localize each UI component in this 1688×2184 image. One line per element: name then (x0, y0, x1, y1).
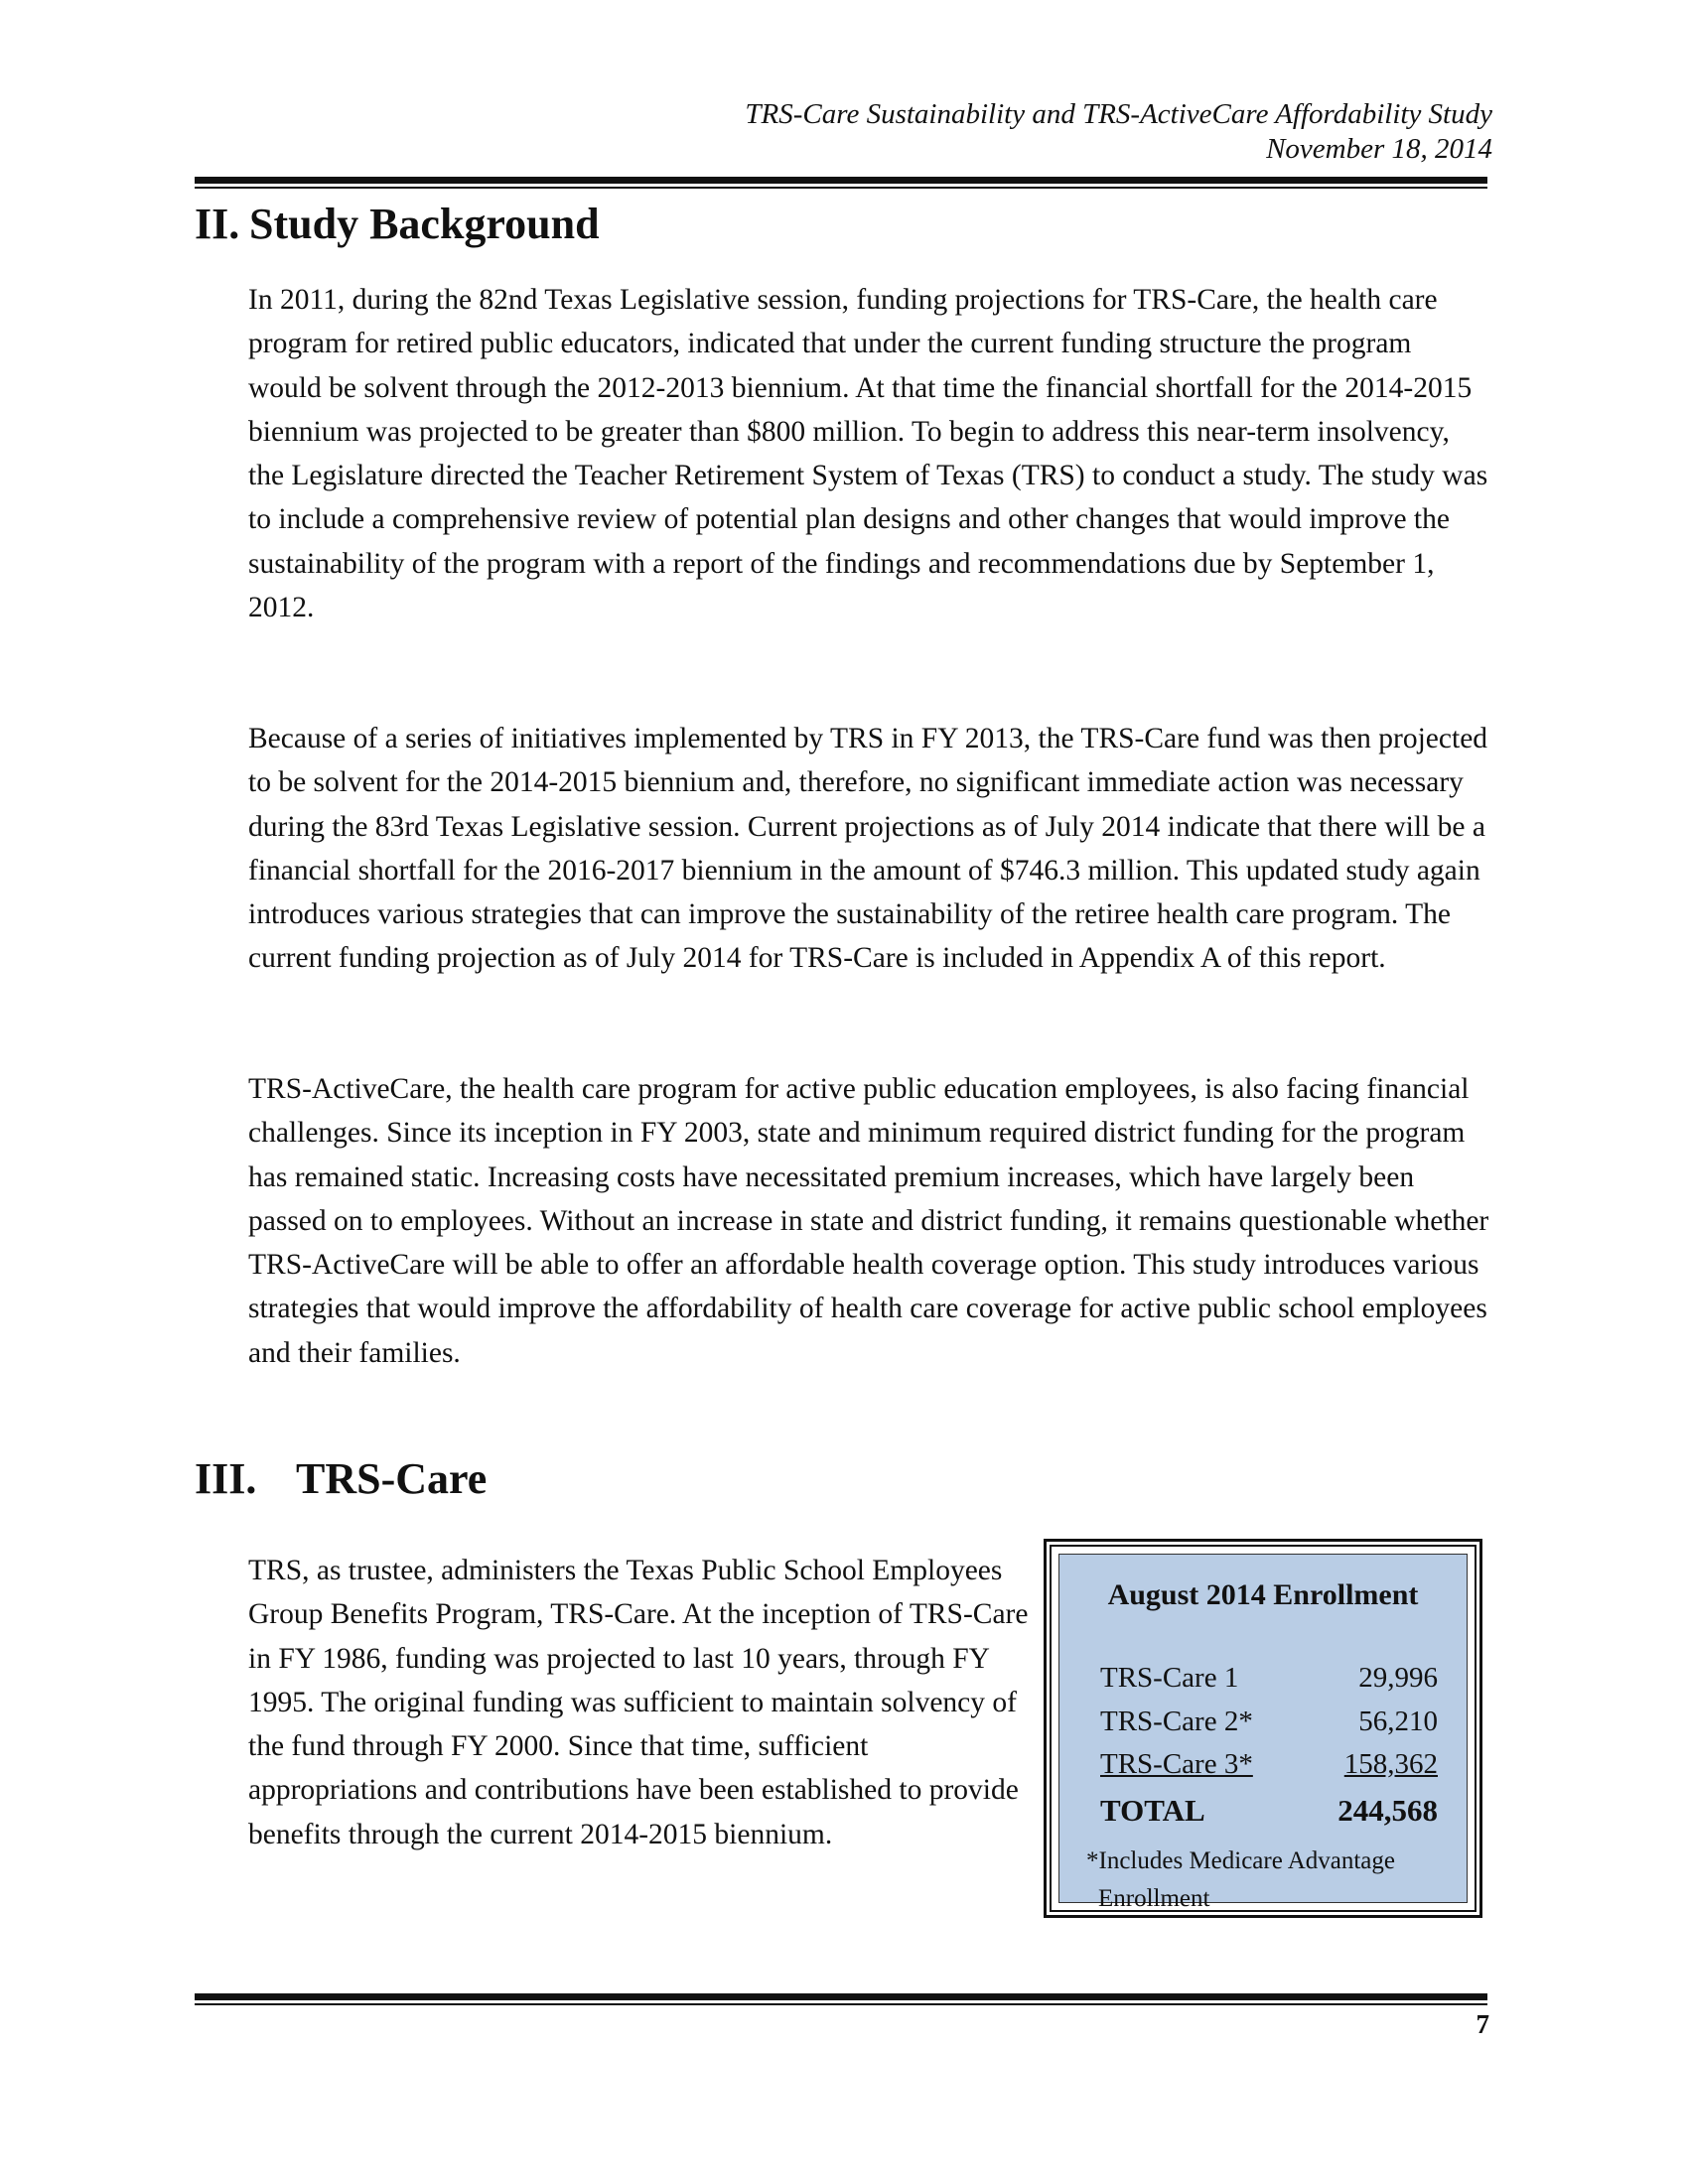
footnote-line: *Includes Medicare Advantage (1086, 1847, 1395, 1874)
enrollment-box (1045, 1540, 1481, 1917)
section-number: III. (195, 1454, 257, 1503)
enrollment-row (1100, 1662, 1438, 1695)
section-title: Study Background (249, 200, 600, 248)
footer-divider (195, 1993, 1487, 2005)
enrollment-row-label: TRS-Care 1 (1100, 1662, 1239, 1694)
page-number: 7 (1476, 2009, 1489, 2039)
running-header (745, 97, 1492, 167)
enrollment-box-title: August 2014 Enrollment (1107, 1578, 1419, 1611)
enrollment-total-value: 244,568 (1337, 1793, 1438, 1828)
enrollment-box-panel (1058, 1554, 1468, 1912)
section-heading-trs-care (195, 1454, 488, 1503)
enrollment-total-label: TOTAL (1100, 1793, 1205, 1828)
paragraph: In 2011, during the 82nd Texas Legislative session, funding projections for TRS-Care, the health care program for retired public educators, indicated that under the current funding structure the program would be solvent through the 2012-2013 biennium. At that time the financial shortfall for the 2014-2015 biennium was projected to be greater than $800 million. To begin to address this near-term insolvency, the Legislature directed the Teacher Retirement System of Texas (TRS) to conduct a study. The study was to include a comprehensive review of potential plan designs and other changes that would improve the sustainability of the program with a report of the findings and recommendations due by September 1, 2012. (248, 284, 1488, 624)
header-divider (195, 177, 1487, 189)
section-heading-study-background (195, 200, 600, 248)
paragraph: TRS-ActiveCare, the health care program for active public education employees, is also facing financial challenges. Since its inception in FY 2003, state and minimum required district funding for the program has remained static. Increasing costs have necessitated premium increases, which have largely been passed on to employees. Without an increase in state and district funding, it remains questionable whether TRS-ActiveCare will be able to offer an affordable health coverage option. This study introduces various strategies that would improve the affordability of health care coverage for active public school employees and their families. (248, 1073, 1489, 1369)
enrollment-row-value: 56,210 (1358, 1706, 1438, 1737)
header-title: TRS-Care Sustainability and TRS-ActiveCare Affordability Study (745, 98, 1492, 130)
enrollment-row (1100, 1748, 1438, 1781)
footnote-line: Enrollment (1098, 1885, 1210, 1912)
enrollment-row-value: 29,996 (1358, 1662, 1438, 1694)
header-date: November 18, 2014 (1266, 133, 1492, 165)
section-title: TRS-Care (296, 1454, 488, 1503)
enrollment-row-label: TRS-Care 3* (1100, 1748, 1253, 1780)
enrollment-row-label: TRS-Care 2* (1100, 1706, 1253, 1737)
enrollment-row (1100, 1706, 1438, 1738)
enrollment-row-value: 158,362 (1343, 1748, 1438, 1780)
enrollment-total-row (1100, 1793, 1438, 1829)
paragraph: Because of a series of initiatives implemented by TRS in FY 2013, the TRS-Care fund was then projected to be solvent for the 2014-2015 biennium and, therefore, no significant immediate action was necessary during the 83rd Texas Legislative session. Current projections as of July 2014 indicate that there will be a financial shortfall for the 2016-2017 biennium in the amount of $746.3 million. This updated study again introduces various strategies that can improve the sustainability of the retiree health care program. The current funding projection as of July 2014 for TRS-Care is included in Appendix A of this report. (248, 723, 1488, 975)
section-number: II. (195, 200, 240, 248)
enrollment-footnote (1086, 1843, 1464, 1918)
paragraph: TRS, as trustee, administers the Texas Public School Employees Group Benefits Program, TRS-Care. At the inception of TRS-Care in FY 1986, funding was projected to last 10 years, through FY 1995. The original funding was sufficient to maintain solvency of the fund through FY 2000. Since that time, sufficient appropriations and contributions have been established to provide benefits through the current 2014-2015 biennium. (248, 1555, 1029, 1850)
